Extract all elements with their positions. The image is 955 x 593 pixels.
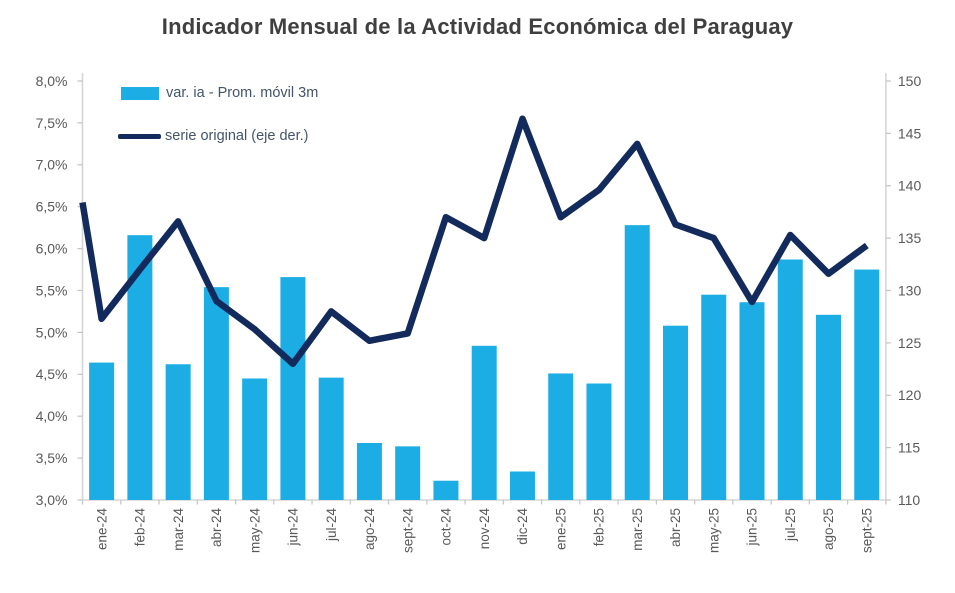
right-axis-tick-label: 150 bbox=[897, 72, 922, 89]
bar-ago-24 bbox=[357, 443, 382, 500]
chart-title: Indicador Mensual de la Actividad Económica del Paraguay bbox=[161, 14, 794, 39]
x-axis-label-feb-25: feb-25 bbox=[591, 508, 607, 547]
x-axis-label-ago-25: ago-25 bbox=[821, 508, 837, 551]
bar-ene-25 bbox=[548, 373, 573, 500]
bar-ago-25 bbox=[816, 315, 841, 500]
right-axis-tick-label: 135 bbox=[897, 230, 922, 247]
right-axis-tick-label: 145 bbox=[897, 125, 922, 142]
left-axis-tick-label: 6,5% bbox=[35, 198, 68, 215]
x-axis-label-ago-24: ago-24 bbox=[362, 508, 378, 551]
x-axis-label-oct-24: oct-24 bbox=[438, 508, 454, 546]
x-axis-label-ene-24: ene-24 bbox=[94, 508, 110, 551]
bar-jul-25 bbox=[778, 259, 803, 500]
bar-feb-24 bbox=[127, 235, 152, 500]
left-axis-tick-label: 6,0% bbox=[35, 240, 68, 257]
x-axis-label-dic-24: dic-24 bbox=[515, 508, 531, 545]
left-axis-tick-label: 5,5% bbox=[35, 282, 68, 299]
x-axis-label-mar-25: mar-25 bbox=[629, 508, 645, 551]
bar-series-swatch bbox=[121, 87, 159, 100]
bar-sept-25 bbox=[854, 270, 879, 500]
bar-series-label: var. ia - Prom. móvil 3m bbox=[166, 85, 319, 101]
x-axis-label-abr-25: abr-25 bbox=[668, 508, 684, 548]
bar-abr-24 bbox=[204, 287, 229, 500]
x-axis-label-feb-24: feb-24 bbox=[132, 508, 148, 547]
bar-jun-24 bbox=[280, 277, 305, 500]
x-axis-label-may-24: may-24 bbox=[247, 508, 263, 554]
bar-may-25 bbox=[701, 295, 726, 500]
right-axis-tick-label: 115 bbox=[897, 439, 921, 456]
bar-abr-25 bbox=[663, 326, 688, 500]
right-axis-tick-label: 130 bbox=[897, 282, 922, 299]
left-axis-tick-label: 3,0% bbox=[35, 491, 68, 508]
bar-mar-24 bbox=[166, 364, 191, 500]
x-axis-label-sept-25: sept-25 bbox=[859, 508, 875, 554]
x-axis-label-jul-24: jul-24 bbox=[323, 508, 339, 542]
right-axis-tick-label: 120 bbox=[897, 387, 922, 404]
left-axis-tick-label: 3,5% bbox=[35, 450, 68, 466]
bar-jun-25 bbox=[740, 302, 765, 500]
x-axis-label-sept-24: sept-24 bbox=[400, 508, 416, 554]
line-series-label: serie original (eje der.) bbox=[165, 128, 309, 144]
bar-dic-24 bbox=[510, 472, 535, 500]
bar-mar-25 bbox=[625, 225, 650, 500]
right-axis-tick-label: 140 bbox=[897, 177, 922, 194]
x-axis-label-jul-25: jul-25 bbox=[782, 508, 798, 542]
right-axis-tick-label: 110 bbox=[897, 491, 921, 508]
left-axis-tick-label: 5,0% bbox=[35, 324, 68, 341]
line-series-swatch bbox=[118, 134, 161, 139]
x-axis-label-jun-25: jun-25 bbox=[744, 508, 760, 546]
left-axis-tick-label: 4,5% bbox=[35, 366, 68, 383]
bar-ene-24 bbox=[89, 363, 114, 500]
x-axis-label-jun-24: jun-24 bbox=[285, 508, 301, 546]
bar-sept-24 bbox=[395, 446, 420, 500]
bar-may-24 bbox=[242, 378, 267, 500]
left-axis-tick-label: 7,5% bbox=[35, 114, 68, 131]
left-axis-tick-label: 4,0% bbox=[35, 408, 68, 425]
left-axis-tick-label: 8,0% bbox=[35, 72, 68, 89]
x-axis-label-mar-24: mar-24 bbox=[170, 508, 186, 551]
right-axis-tick-label: 125 bbox=[897, 334, 922, 351]
bar-jul-24 bbox=[319, 378, 344, 500]
x-axis-label-nov-24: nov-24 bbox=[476, 508, 492, 550]
left-axis-tick-label: 7,0% bbox=[35, 156, 68, 173]
x-axis-label-may-25: may-25 bbox=[706, 508, 722, 554]
bar-oct-24 bbox=[433, 481, 458, 500]
legend-item-line-series bbox=[118, 128, 308, 144]
legend-item-bar-series bbox=[121, 85, 318, 101]
x-axis-label-abr-24: abr-24 bbox=[209, 508, 225, 548]
bar-nov-24 bbox=[472, 346, 497, 500]
x-axis-label-ene-25: ene-25 bbox=[553, 508, 569, 551]
bar-feb-25 bbox=[586, 384, 611, 500]
